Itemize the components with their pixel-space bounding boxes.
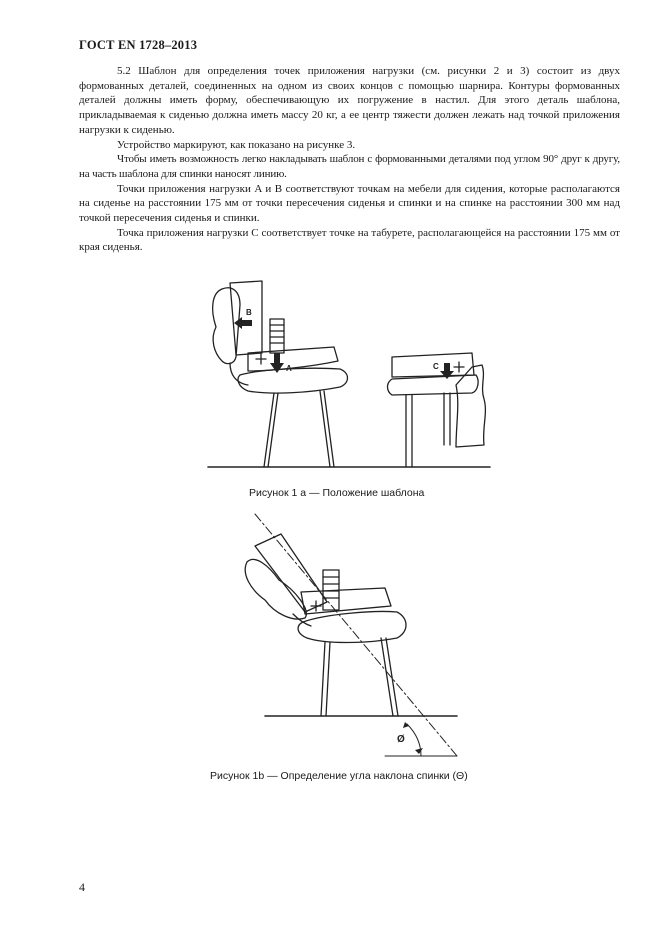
label-b: B bbox=[246, 308, 252, 317]
chair-leg-front bbox=[321, 642, 325, 716]
figure-1a-caption: Рисунок 1 а — Положение шаблона bbox=[249, 487, 425, 499]
stool-seat bbox=[388, 375, 479, 395]
page-number: 4 bbox=[79, 880, 85, 894]
standard-header: ГОСТ EN 1728–2013 bbox=[79, 38, 198, 52]
back-template bbox=[230, 281, 262, 355]
stool-side-template bbox=[456, 365, 485, 447]
label-a: A bbox=[286, 364, 292, 373]
chair-back-cushion bbox=[245, 559, 306, 619]
paragraph-marking: Устройство маркируют, как показано на рисунке 3. bbox=[117, 138, 356, 151]
paragraph-template-line: Чтобы иметь возможность легко накладывать шаблон с формованными деталями под углом 90° друг к другу, на часть шаблона для спинки наносят линию. bbox=[79, 153, 620, 180]
figure-1b-drawing bbox=[235, 510, 470, 760]
angle-label: Ø bbox=[397, 734, 405, 745]
chair-seat-cushion bbox=[238, 368, 347, 393]
paragraph-load-points-ab: Точки приложения нагрузки A и B соответствуют точкам на мебели для сидения, которые располагаются на сиденье на расстоянии 175 мм от точки пересечения сиденья и спинки и на спинке на расстоянии 300 мм над точкой пересечения сиденья и спинки. bbox=[79, 182, 620, 225]
body-text bbox=[79, 64, 620, 255]
arrow-b bbox=[234, 317, 252, 329]
figure-1b-caption: Рисунок 1b — Определение угла наклона спинки (Θ) bbox=[210, 770, 468, 782]
label-c: C bbox=[433, 362, 439, 371]
weight-stack bbox=[270, 319, 284, 353]
paragraph-load-point-c: Точка приложения нагрузки C соответствует точке на табурете, располагающейся на расстоянии 175 мм от края сиденья. bbox=[79, 226, 620, 254]
figure-1a-drawing bbox=[200, 275, 500, 475]
paragraph-5-2: 5.2 Шаблон для определения точек приложения нагрузки (см. рисунки 2 и 3) состоит из двух формованных деталей, соединенных на одном из своих концов с помощью шарнира. Контуры формованных деталей должны иметь форму, обеспечивающую их погружение в настил. Для этого деталь шаблона, прикладываемая к сиденью должна иметь массу 20 кг, а ее центр тяжести должен лежать над точкой приложения нагрузки к сиденью. bbox=[79, 65, 620, 136]
back-angle-line bbox=[255, 514, 457, 756]
chair-seat-cushion bbox=[298, 611, 406, 642]
seat-template bbox=[301, 588, 391, 614]
